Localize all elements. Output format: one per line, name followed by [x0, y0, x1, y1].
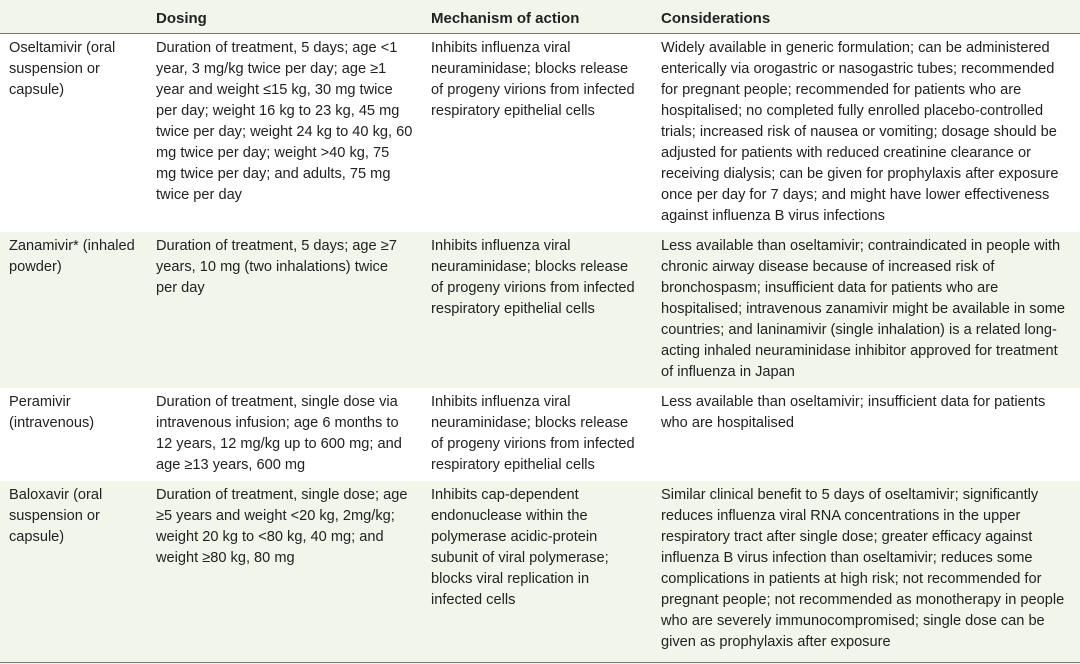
- table-header-row: [0, 0, 1080, 34]
- considerations-cell: Less available than oseltamivir; contraindicated in people with chronic airway disease because of increased risk of bronchospasm; insufficient data for patients who are hospitalised; intravenous zanamivir might be available in some countries; and laninamivir (single inhalation) is a related long-acting inhaled neuraminidase inhibitor approved for treatment of influenza in Japan: [652, 232, 1080, 388]
- dosing-cell: Duration of treatment, single dose; age ≥5 years and weight <20 kg, 2mg/kg; weight 20 kg to <80 kg, 40 mg; and weight ≥80 kg, 80 mg: [147, 481, 422, 664]
- table-row-zanamivir: [0, 232, 1080, 388]
- dosing-cell: Duration of treatment, single dose via intravenous infusion; age 6 months to 12 years, 12 mg/kg up to 600 mg; and age ≥13 years, 600 mg: [147, 388, 422, 481]
- considerations-cell: Less available than oseltamivir; insufficient data for patients who are hospitalised: [652, 388, 1080, 481]
- drug-name: Oseltamivir (oral suspension or capsule): [0, 34, 147, 233]
- drug-name: Zanamivir* (inhaled powder): [0, 232, 147, 388]
- considerations-cell: Similar clinical benefit to 5 days of oseltamivir; significantly reduces influenza viral RNA concentrations in the upper respiratory tract after single dose; greater efficacy against influenza B virus infection than oseltamivir; reduces some complications in patients at high risk; not recommended for pregnant people; not recommended as monotherapy in people who are severely immunocompromised; single dose can be given as prophylaxis after exposure: [652, 481, 1080, 664]
- header-considerations: Considerations: [652, 0, 1080, 34]
- table-row-oseltamivir: [0, 34, 1080, 233]
- considerations-cell: Widely available in generic formulation; can be administered enterically via orogastric or nasogastric tubes; recommended for pregnant people; recommended for patients who are hospitalised; no completed fully enrolled placebo-controlled trials; increased risk of nausea or vomiting; dosage should be adjusted for patients with reduced creatinine clearance or receiving dialysis; can be given for prophylaxis after exposure once per day for 7 days; and might have lower effectiveness against influenza B virus infections: [652, 34, 1080, 233]
- header-drug: [0, 0, 147, 34]
- drug-name: Peramivir (intravenous): [0, 388, 147, 481]
- mechanism-cell: Inhibits influenza viral neuraminidase; blocks release of progeny virions from infected respiratory epithelial cells: [422, 388, 652, 481]
- table-row-peramivir: [0, 388, 1080, 481]
- mechanism-cell: Inhibits influenza viral neuraminidase; blocks release of progeny virions from infected respiratory epithelial cells: [422, 34, 652, 233]
- drug-name: Baloxavir (oral suspension or capsule): [0, 481, 147, 664]
- header-dosing: Dosing: [147, 0, 422, 34]
- mechanism-cell: Inhibits influenza viral neuraminidase; blocks release of progeny virions from infected respiratory epithelial cells: [422, 232, 652, 388]
- dosing-cell: Duration of treatment, 5 days; age ≥7 years, 10 mg (two inhalations) twice per day: [147, 232, 422, 388]
- header-mechanism: Mechanism of action: [422, 0, 652, 34]
- dosing-cell: Duration of treatment, 5 days; age <1 year, 3 mg/kg twice per day; age ≥1 year and weight ≤15 kg, 30 mg twice per day; weight 16 kg to 23 kg, 45 mg twice per day; weight 24 kg to 40 kg, 60 mg twice per day; weight >40 kg, 75 mg twice per day; and adults, 75 mg twice per day: [147, 34, 422, 233]
- table-row-baloxavir: [0, 481, 1080, 664]
- mechanism-cell: Inhibits cap-dependent endonuclease within the polymerase acidic-protein subunit of viral polymerase; blocks viral replication in infected cells: [422, 481, 652, 664]
